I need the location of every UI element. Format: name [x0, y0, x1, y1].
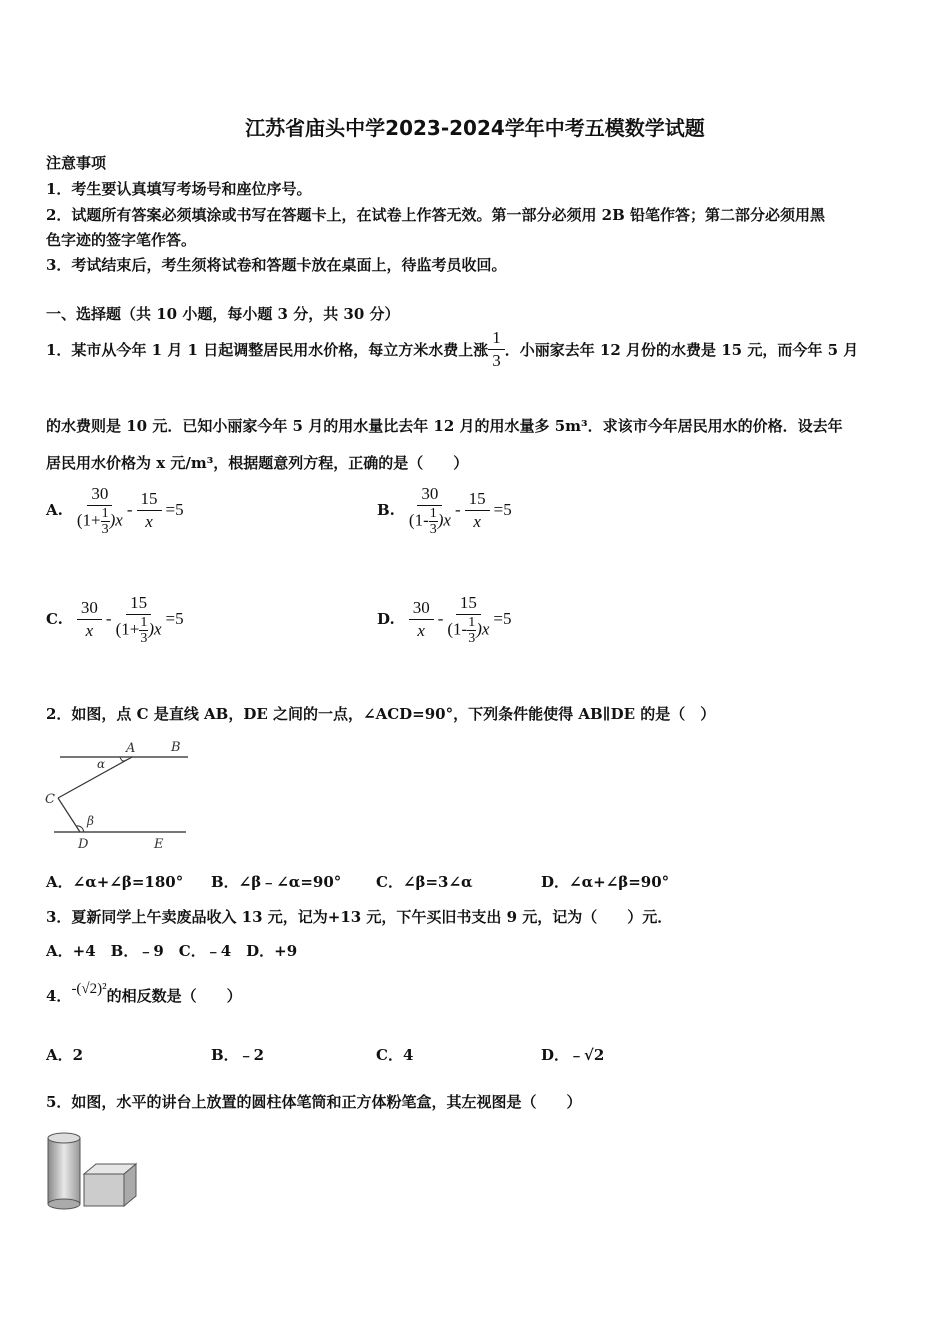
- denominator: 3: [429, 522, 437, 537]
- section-heading: 一、选择题（共 10 小题，每小题 3 分，共 30 分）: [46, 305, 400, 323]
- rhs: =5: [493, 500, 512, 519]
- question-2-stem: 2．如图，点 C 是直线 AB，DE 之间的一点，∠ACD=90°，下列条件能使得 AB∥DE 的是（ ）: [46, 705, 716, 723]
- q1-text-a: 1．某市从今年 1 月 1 日起调整居民用水价格，每立方米水费上涨: [46, 341, 489, 359]
- den-post: )x: [148, 619, 162, 639]
- label-e: E: [154, 837, 164, 852]
- page-title: 江苏省庙头中学2023-2024学年中考五模数学试题: [245, 116, 705, 140]
- den-pre: (1-: [408, 510, 429, 530]
- option-label: B.: [377, 501, 395, 519]
- numerator: 15: [465, 488, 490, 511]
- den-pre: (1+: [76, 510, 101, 530]
- q1-text-b: ．小丽家去年 12 月份的水费是 15 元，而今年 5 月: [504, 341, 859, 359]
- option-b[interactable]: B．∠β﹣∠α=90°: [211, 873, 342, 891]
- math-expression: -(√2)²: [71, 981, 107, 997]
- question-1-line1: [46, 327, 858, 372]
- option-a[interactable]: A．∠α+∠β=180°: [46, 873, 184, 891]
- option-a[interactable]: A．2: [46, 1046, 84, 1064]
- label-beta: β: [87, 814, 94, 828]
- option-label: A.: [46, 501, 63, 519]
- operator: -: [454, 500, 461, 519]
- numerator: 15: [456, 592, 481, 615]
- numerator: 30: [77, 597, 102, 620]
- rhs: =5: [493, 609, 512, 628]
- denominator: x: [145, 511, 153, 531]
- question-3-options[interactable]: A．+4 B．﹣9 C．﹣4 D．+9: [46, 942, 298, 960]
- operator: -: [437, 609, 444, 628]
- denominator: 3: [468, 631, 476, 646]
- label-alpha: α: [97, 757, 106, 771]
- operator: -: [126, 500, 133, 519]
- option-b[interactable]: [377, 483, 516, 537]
- option-c[interactable]: C．∠β=3∠α: [376, 873, 473, 891]
- option-c[interactable]: [46, 592, 188, 646]
- numerator: 1: [468, 615, 476, 630]
- rhs: =5: [165, 609, 184, 628]
- label-b: B: [171, 740, 181, 755]
- denominator: 3: [140, 631, 148, 646]
- numerator: 30: [409, 597, 434, 620]
- option-a[interactable]: [46, 483, 188, 537]
- numerator: 1: [101, 506, 109, 521]
- question-text: 的相反数是（ ）: [106, 987, 242, 1005]
- question-4-stem: [46, 981, 242, 1006]
- question-1-line3: 居民用水价格为 x 元/m³，根据题意列方程，正确的是（ ）: [46, 454, 469, 472]
- den-post: )x: [476, 619, 490, 639]
- numerator: 30: [87, 483, 112, 506]
- label-a: A: [126, 741, 136, 756]
- option-label: C.: [46, 610, 63, 628]
- label-c: C: [45, 792, 55, 807]
- numerator: 1: [140, 615, 148, 630]
- numerator: 15: [137, 488, 162, 511]
- numerator: 30: [417, 483, 442, 506]
- denominator: x: [417, 620, 425, 640]
- notice-item: 2．试题所有答案必须填涂或书写在答题卡上，在试卷上作答无效。第一部分必须用 2B 铅笔作答；第二部分必须用黑: [46, 206, 826, 224]
- option-d[interactable]: D．∠α+∠β=90°: [541, 873, 670, 891]
- den-post: )x: [437, 510, 451, 530]
- question-5-stem: 5．如图，水平的讲台上放置的圆柱体笔筒和正方体粉笔盒，其左视图是（ ）: [46, 1093, 582, 1111]
- notice-item: 色字迹的签字笔作答。: [46, 231, 197, 249]
- cylinder-and-cube-figure: [44, 1130, 144, 1212]
- rhs: =5: [165, 500, 184, 519]
- question-number: 4．: [46, 987, 72, 1005]
- denominator: 3: [101, 522, 109, 537]
- numerator: 1: [488, 327, 505, 350]
- denominator: x: [85, 620, 94, 640]
- den-pre: (1-: [447, 619, 468, 639]
- question-3-stem: 3．夏新同学上午卖废品收入 13 元，记为+13 元，下午买旧书支出 9 元，记为（ ）元．: [46, 908, 673, 926]
- question-1-line2: 的水费则是 10 元．已知小丽家今年 5 月的用水量比去年 12 月的用水量多 5m³．求该市今年居民用水的价格．设去年: [46, 417, 843, 435]
- numerator: 1: [429, 506, 437, 521]
- parallel-lines-figure: [40, 735, 200, 855]
- option-b[interactable]: B．﹣2: [211, 1046, 265, 1064]
- option-c[interactable]: C．4: [376, 1046, 414, 1064]
- operator: -: [105, 609, 112, 628]
- notice-item: 3．考试结束后，考生须将试卷和答题卡放在桌面上，待监考员收回。: [46, 256, 507, 274]
- notice-item: 1．考生要认真填写考场号和座位序号。: [46, 180, 312, 198]
- den-pre: (1+: [115, 619, 140, 639]
- option-label: D.: [377, 610, 395, 628]
- option-d[interactable]: [377, 592, 516, 646]
- notice-heading: 注意事项: [46, 154, 107, 172]
- den-post: )x: [109, 510, 123, 530]
- denominator: x: [473, 511, 481, 531]
- fraction: [488, 327, 505, 372]
- numerator: 15: [126, 592, 151, 615]
- option-d[interactable]: D．﹣√2: [541, 1046, 605, 1064]
- denominator: 3: [492, 351, 501, 370]
- label-d: D: [78, 837, 89, 852]
